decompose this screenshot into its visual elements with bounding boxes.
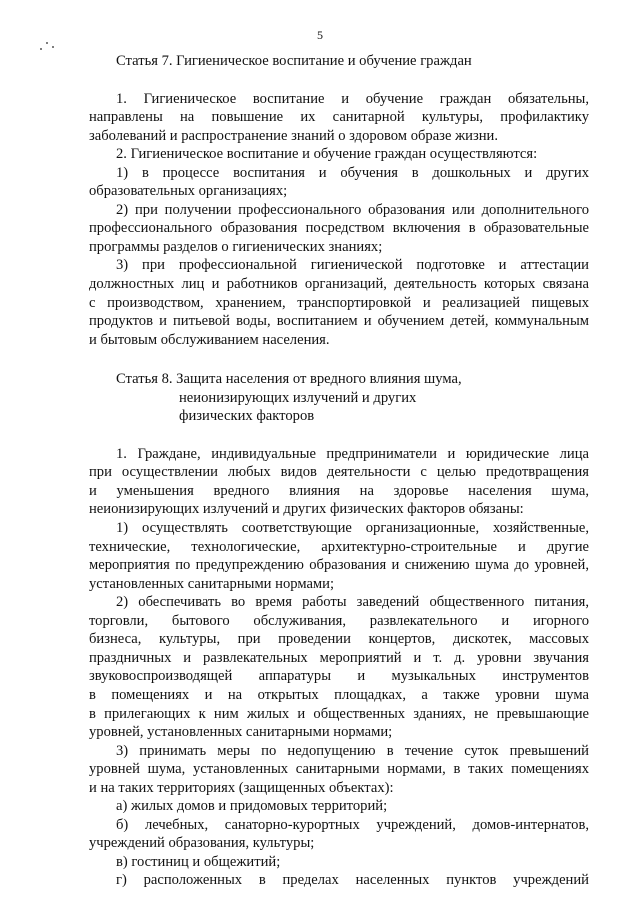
art7-line: продуктов и питьевой воды, воспитанием и обучением детей, коммунальным bbox=[89, 313, 589, 330]
art8-line: торговли, бытового обслуживания, развлекательного и игорного bbox=[89, 612, 589, 629]
art8-line: бизнеса, культуры, при проведении концертов, дискотек, массовых bbox=[89, 631, 589, 648]
art7-line: профессионального образования посредством включения в образовательные bbox=[89, 220, 589, 237]
art7-line: 3) при профессиональной гигиенической подготовке и аттестации bbox=[116, 257, 589, 274]
art8-line: звуковоспроизводящей аппаратуры и музыкальных инструментов bbox=[89, 668, 589, 685]
art7-line: 1. Гигиеническое воспитание и обучение граждан обязательны, bbox=[116, 90, 589, 107]
page-number: 5 bbox=[317, 28, 323, 42]
art7-line: с производством, хранением, транспортировкой и реализацией пищевых bbox=[89, 294, 589, 311]
art8-line: а) жилых домов и придомовых территорий; bbox=[116, 798, 388, 815]
art8-line: и на таких территориях (защищенных объектах): bbox=[89, 779, 394, 796]
article-8-title-cont: неионизирующих излучений и других bbox=[179, 389, 417, 406]
art7-line: 2) при получении профессионального образования или дополнительного bbox=[116, 201, 589, 218]
art8-line: учреждений образования, культуры; bbox=[89, 835, 315, 852]
art7-line: должностных лиц и работников организаций, деятельность которых связана bbox=[89, 276, 589, 293]
art8-line: в помещениях и на открытых площадках, а также уровни шума bbox=[89, 686, 589, 703]
art7-line: и бытовым обслуживанием населения. bbox=[89, 331, 330, 348]
art8-line: мероприятия по предупреждению образования и снижению шума до уровней, bbox=[89, 557, 589, 574]
art7-line: 2. Гигиеническое воспитание и обучение граждан осуществляются: bbox=[116, 146, 538, 163]
art7-line: заболеваний и распространение знаний о здоровом образе жизни. bbox=[89, 127, 499, 144]
art8-line: технические, технологические, архитектурно-строительные и другие bbox=[89, 538, 589, 555]
art8-line: уровней, установленных санитарными нормами; bbox=[89, 724, 393, 741]
article-7-title: Статья 7. Гигиеническое воспитание и обучение граждан bbox=[116, 53, 472, 69]
article-8-title: Статья 8. Защита населения от вредного влияния шума, bbox=[116, 371, 462, 388]
art8-line: 1. Граждане, индивидуальные предприниматели и юридические лица bbox=[116, 445, 589, 462]
art8-line: установленных санитарными нормами; bbox=[89, 575, 335, 592]
art8-line: в) гостиниц и общежитий; bbox=[116, 853, 281, 870]
document-body bbox=[89, 52, 589, 890]
art8-line: 1) осуществлять соответствующие организационные, хозяйственные, bbox=[116, 520, 589, 537]
art8-line: и уменьшения вредного влияния на здоровье населения шума, bbox=[89, 482, 589, 499]
art7-line: направлены на повышение их санитарной культуры, профилактику bbox=[89, 109, 589, 126]
art7-line: программы разделов о гигиенических знаниях; bbox=[89, 238, 383, 255]
art8-line: 3) принимать меры по недопущению в течение суток превышений bbox=[116, 742, 589, 759]
art8-line: б) лечебных, санаторно-курортных учреждений, домов-интернатов, bbox=[116, 816, 589, 833]
art8-line: праздничных и развлекательных мероприятий и т. д. уровни звучания bbox=[89, 649, 589, 666]
art8-line: г) расположенных в пределах населенных пунктов учреждений bbox=[116, 872, 589, 889]
art8-line: уровней шума, установленных санитарными нормами, в таких помещениях bbox=[89, 761, 589, 778]
art8-line: неионизирующих излучений и других физических факторов обязаны: bbox=[89, 501, 524, 518]
art8-line: 2) обеспечивать во время работы заведений общественного питания, bbox=[116, 594, 589, 611]
art8-line: в прилегающих к ним жилых и общественных зданиях, не превышающие bbox=[89, 705, 589, 722]
art8-line: при осуществлении любых видов деятельности с целью предотвращения bbox=[89, 464, 589, 481]
art7-line: образовательных организациях; bbox=[89, 183, 288, 200]
art7-line: 1) в процессе воспитания и обучения в дошкольных и других bbox=[116, 164, 589, 181]
scan-specks bbox=[38, 40, 58, 54]
article-8-title-cont: физических факторов bbox=[179, 408, 315, 425]
